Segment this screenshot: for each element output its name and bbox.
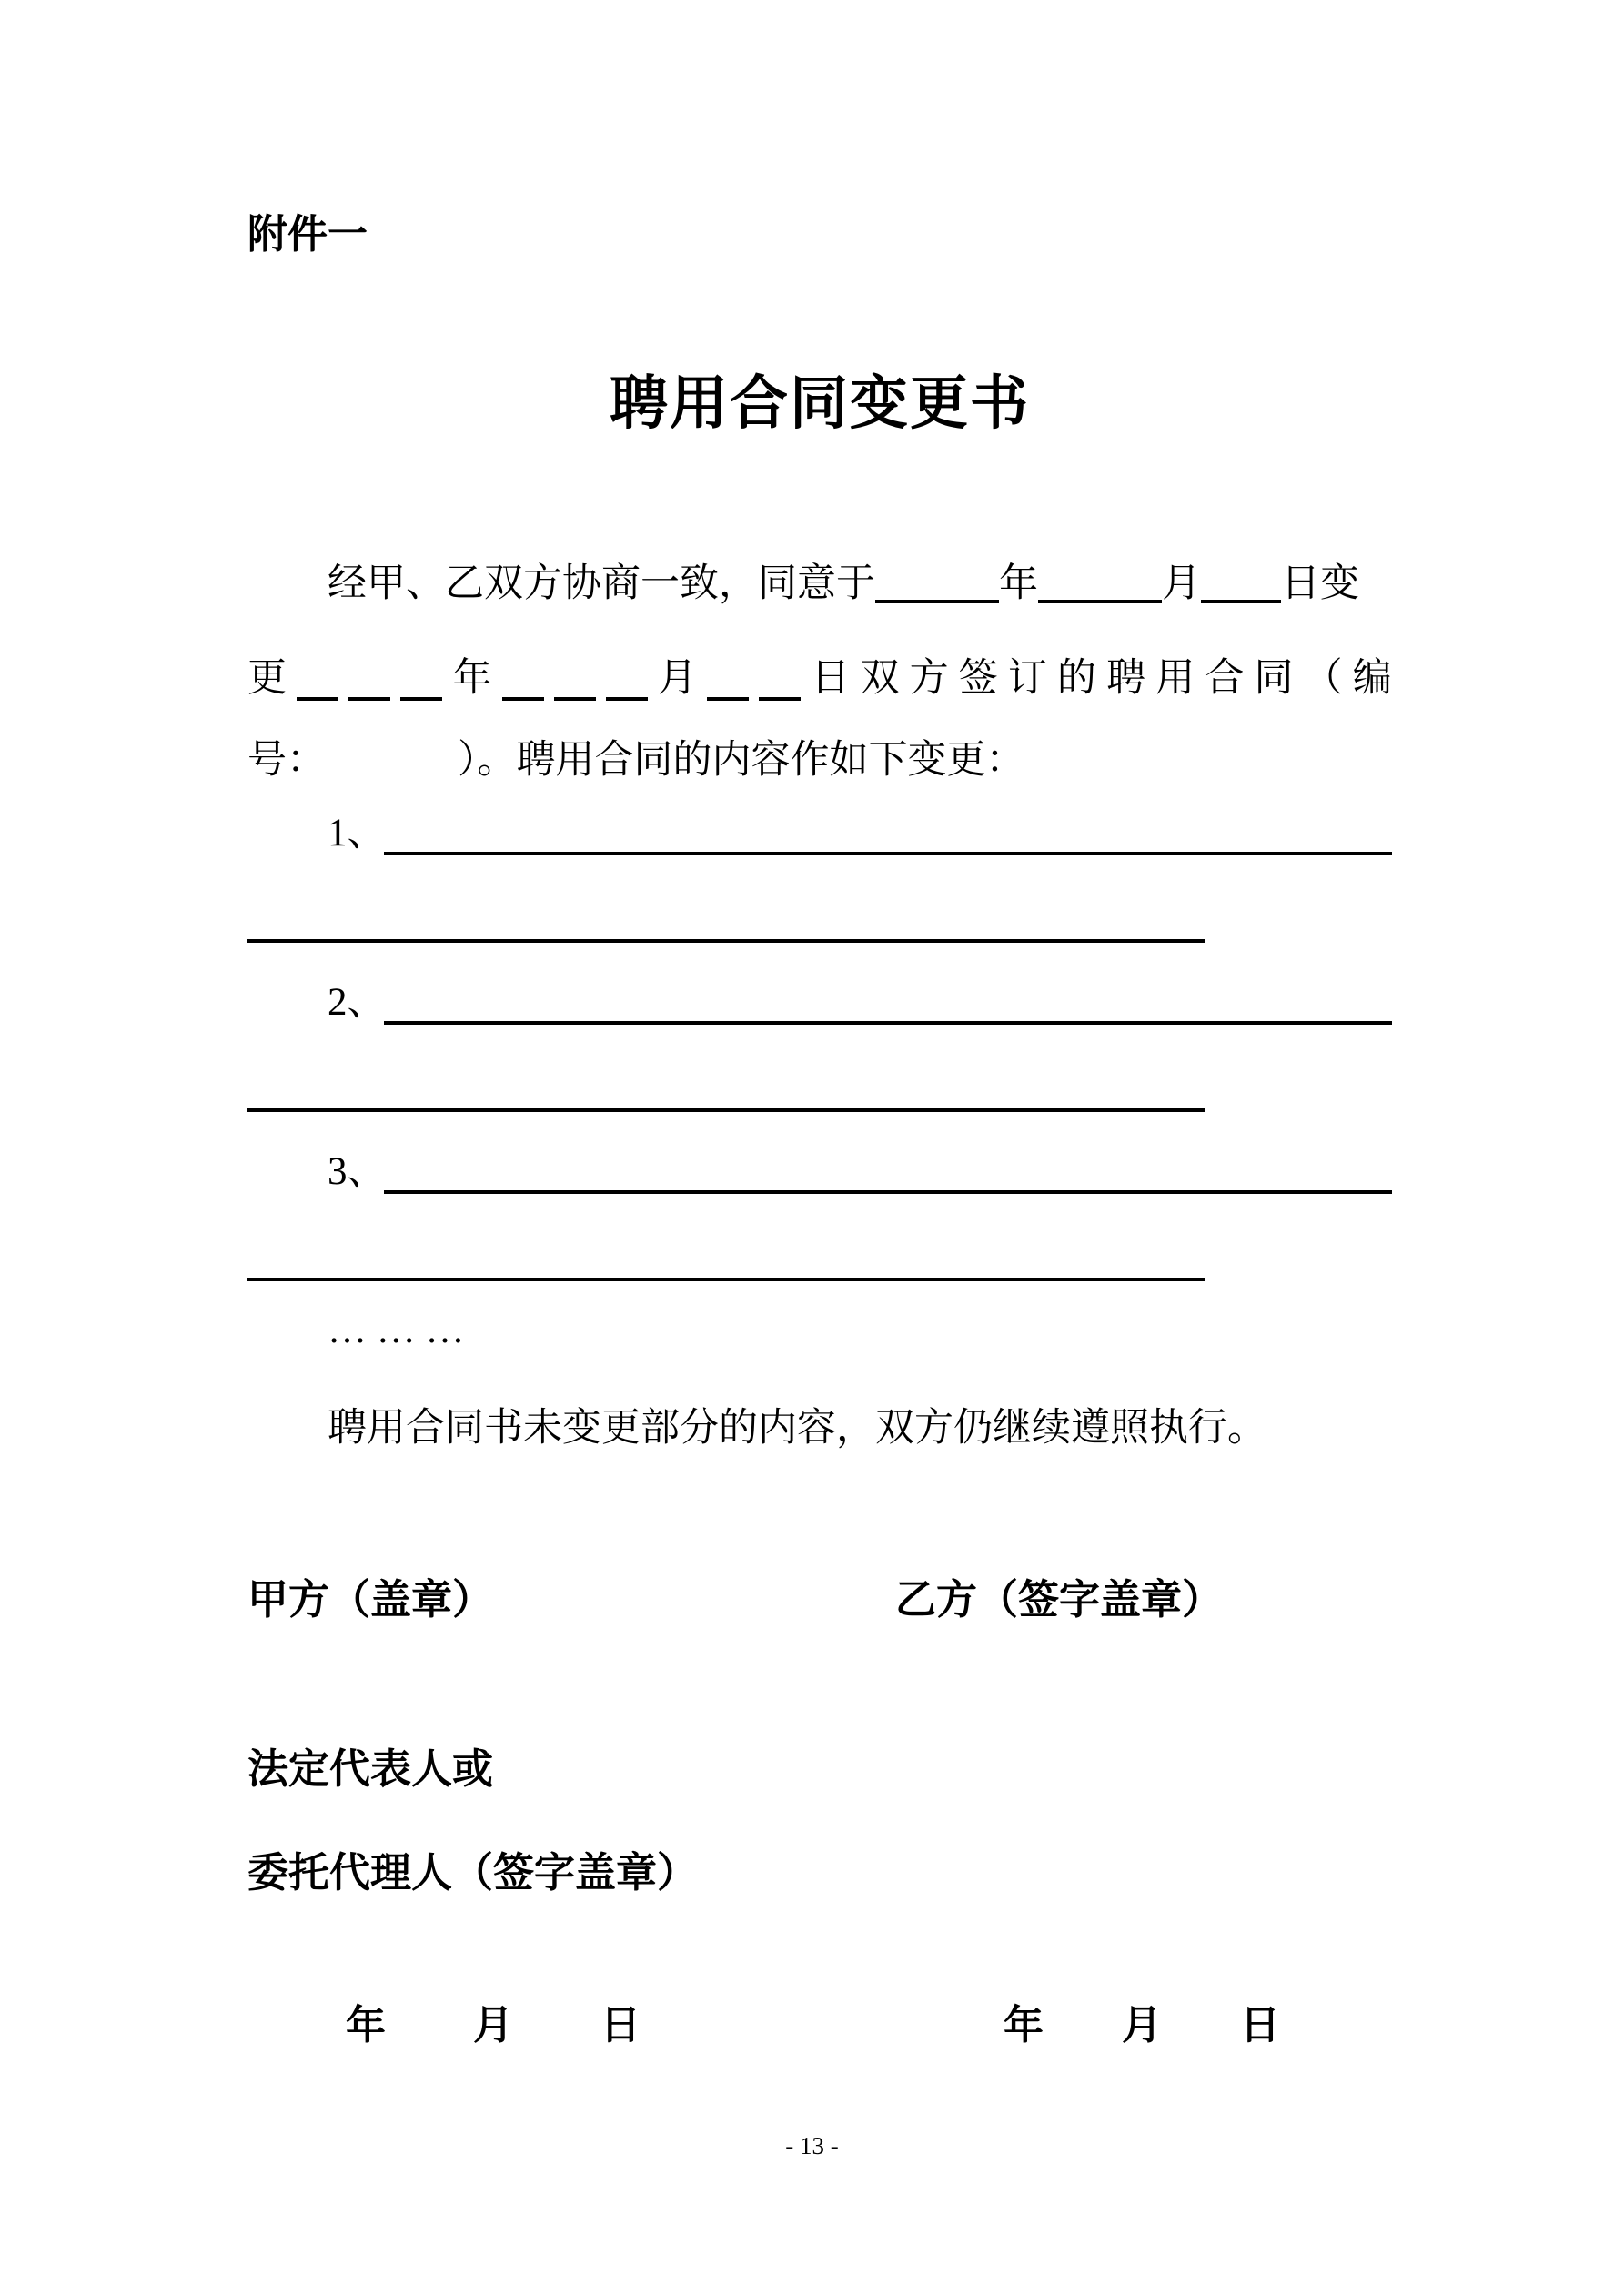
intro-line-3: [247, 733, 1392, 788]
item-2-continuation-line: [247, 1108, 1205, 1112]
entrusted-agent-label: 委托代理人（签字盖章）: [247, 1850, 699, 1896]
text-run: 月: [658, 656, 697, 700]
text-run: 签: [958, 656, 998, 700]
party-a-seal-label: 甲方（盖章）: [247, 1577, 494, 1623]
blank-field: [759, 684, 801, 701]
blank-field: [297, 684, 338, 701]
blank-field: [400, 684, 442, 701]
blank-field: [554, 684, 596, 701]
text-run: 月: [1162, 562, 1201, 605]
date-day: 日: [600, 2003, 641, 2048]
text-run: 年: [452, 656, 492, 700]
text-run: 经甲、乙双方协商一致，同意于: [328, 562, 875, 605]
blank-field: [1201, 589, 1281, 603]
text-run: 用: [1155, 656, 1195, 700]
text-run: （: [1303, 656, 1343, 700]
amendment-item-2: [247, 981, 1392, 1025]
item-blank-line: [384, 1021, 1392, 1025]
text-run: 年: [999, 562, 1038, 605]
date-month: 月: [473, 2003, 513, 2048]
text-run: 日: [811, 656, 851, 700]
intro-line-2: [247, 646, 1392, 701]
date-month: 月: [1122, 2003, 1162, 2048]
text-run: 的: [1057, 656, 1096, 700]
text-run: ）。聘用合同的内容作如下变更：: [458, 739, 1025, 782]
text-run: 编: [1352, 656, 1392, 700]
text-run: 同: [1254, 656, 1294, 700]
closing-paragraph: 聘用合同书未变更部分的内容，双方仍继续遵照执行。: [328, 1407, 1266, 1450]
spacer: [326, 769, 458, 773]
amendment-item-1: [247, 812, 1392, 855]
page-number: - 13 -: [785, 2132, 839, 2159]
item-blank-line: [384, 1190, 1392, 1194]
party-b-date-line: [1004, 2002, 1280, 2049]
text-run: 方: [909, 656, 949, 700]
item-number: 3、: [328, 1150, 387, 1193]
blank-field: [875, 589, 999, 603]
item-number: 2、: [328, 981, 387, 1024]
item-3-continuation-line: [247, 1278, 1205, 1281]
text-run: 双: [860, 656, 900, 700]
intro-line-1: [247, 557, 1472, 612]
party-b-signature-seal-label: 乙方（签字盖章）: [895, 1577, 1224, 1623]
text-run: 日变: [1281, 562, 1359, 605]
blank-field: [707, 684, 749, 701]
blank-field: [348, 684, 390, 701]
legal-representative-label: 法定代表人或: [247, 1746, 494, 1792]
item-number: 1、: [328, 812, 387, 855]
item-1-continuation-line: [247, 939, 1205, 943]
party-a-date-line: [346, 2002, 641, 2049]
blank-field: [606, 684, 648, 701]
blank-field: [502, 684, 544, 701]
date-year: 年: [1004, 2003, 1044, 2048]
text-run: 号：: [247, 739, 326, 782]
ellipsis-line: … … …: [328, 1309, 465, 1351]
text-run: 更: [247, 656, 287, 700]
amendment-item-3: [247, 1150, 1392, 1194]
blank-field: [1038, 589, 1162, 603]
date-year: 年: [346, 2003, 386, 2048]
date-day: 日: [1240, 2003, 1280, 2048]
text-run: 聘: [1106, 656, 1146, 700]
text-run: 订: [1007, 656, 1047, 700]
text-run: 合: [1205, 656, 1245, 700]
item-blank-line: [384, 852, 1392, 855]
attachment-label: 附件一: [247, 212, 368, 257]
document-title: 聘用合同变更书: [610, 370, 1030, 436]
